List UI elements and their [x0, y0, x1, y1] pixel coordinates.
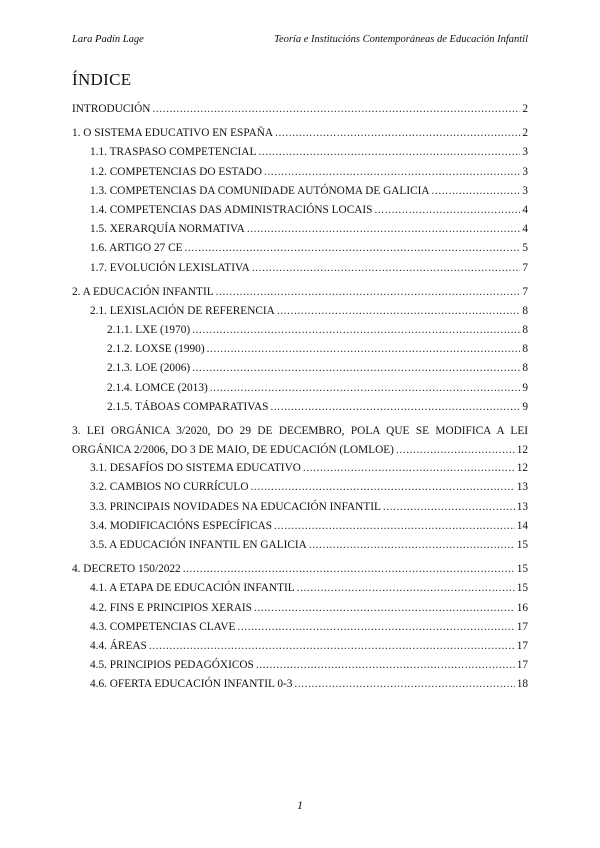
toc-entry-text: 2. A EDUCACIÓN INFANTIL — [72, 285, 214, 298]
toc-entry-text: 1.3. COMPETENCIAS DA COMUNIDADE AUTÓNOMA DE GALICIA — [90, 184, 430, 197]
toc-page-number: 12 — [516, 462, 528, 475]
toc-leader — [183, 560, 515, 579]
toc-entry-3[interactable] — [72, 422, 528, 459]
toc-entry-2-1[interactable] — [72, 302, 528, 321]
toc-page-number: 13 — [516, 481, 528, 494]
toc-leader — [264, 163, 520, 182]
toc-entry-1-5[interactable] — [72, 220, 528, 239]
toc-entry-text: 4. DECRETO 150/2022 — [72, 563, 181, 576]
toc-entry-text: 1. O SISTEMA EDUCATIVO EN ESPAÑA — [72, 127, 274, 140]
toc-entry-4-6[interactable] — [72, 675, 528, 694]
toc-page-number: 2 — [522, 127, 528, 140]
toc-entry-1-2[interactable] — [72, 163, 528, 182]
toc-leader — [252, 259, 521, 278]
toc-leader — [216, 283, 521, 302]
toc-page-number: 17 — [516, 659, 528, 672]
toc-page-number: 3 — [522, 146, 528, 159]
toc-leader — [309, 536, 515, 555]
toc-leader — [207, 340, 521, 359]
toc-entry-text: 4.2. FINS E PRINCIPIOS XERAIS — [90, 601, 252, 614]
toc-entry-text: 3.3. PRINCIPAIS NOVIDADES NA EDUCACIÓN INFANTIL — [90, 500, 381, 513]
toc-page-number: 12 — [516, 443, 528, 456]
toc-entry-1-6[interactable] — [72, 239, 528, 258]
toc-entry-4-3[interactable] — [72, 618, 528, 637]
toc-entry-2-1-5[interactable] — [72, 398, 528, 417]
toc-entry-2-1-2[interactable] — [72, 340, 528, 359]
toc-entry-4[interactable] — [72, 560, 528, 579]
toc-entry-text-line1: 3. LEI ORGÁNICA 3/2020, DO 29 DE DECEMBRO, POLA QUE SE MODIFICA A LEI — [72, 425, 528, 437]
toc-entry-text: 4.6. OFERTA EDUCACIÓN INFANTIL 0-3 — [90, 678, 293, 691]
toc-page-number: 17 — [516, 620, 528, 633]
toc-entry-4-1[interactable] — [72, 579, 528, 598]
toc-entry-3-1[interactable] — [72, 459, 528, 478]
toc-page-number: 7 — [522, 285, 528, 298]
page-number: 1 — [297, 798, 303, 812]
toc-page-number: 3 — [522, 184, 528, 197]
toc-entry-text: 1.5. XERARQUÍA NORMATIVA — [90, 223, 245, 236]
toc-page-number: 8 — [522, 343, 528, 356]
toc-entry-text: 4.1. A ETAPA DE EDUCACIÓN INFANTIL — [90, 582, 295, 595]
toc-entry-4-4[interactable] — [72, 637, 528, 656]
toc-leader — [192, 321, 520, 340]
toc-page-number: 2 — [522, 103, 528, 115]
toc-entry-1-7[interactable] — [72, 259, 528, 278]
toc-leader — [432, 182, 521, 201]
toc-leader — [185, 239, 521, 258]
toc-page-number: 3 — [522, 165, 528, 178]
toc-entry-text: 3.5. A EDUCACIÓN INFANTIL EN GALICIA — [90, 538, 307, 551]
toc-entry-3-5[interactable] — [72, 536, 528, 555]
toc-entry-2-1-3[interactable] — [72, 359, 528, 378]
toc-leader — [297, 579, 515, 598]
toc-entry-text: 2.1.5. TÁBOAS COMPARATIVAS — [107, 400, 269, 413]
toc-entry-2-1-4[interactable] — [72, 379, 528, 398]
toc-leader — [274, 517, 515, 536]
toc-entry-text: 2.1.1. LXE (1970) — [107, 324, 191, 337]
toc-entry-1-3[interactable] — [72, 182, 528, 201]
page-title: ÍNDICE — [72, 70, 132, 89]
toc-entry-4-5[interactable] — [72, 656, 528, 675]
page-header — [72, 34, 528, 50]
toc-page-number: 13 — [516, 500, 528, 513]
toc-leader — [256, 656, 515, 675]
toc-leader — [210, 379, 521, 398]
toc-page-number: 4 — [522, 223, 528, 236]
toc-entry-text: 1.7. EVOLUCIÓN LEXISLATIVA — [90, 261, 250, 274]
table-of-contents — [72, 100, 528, 694]
toc-entry-text: 3.4. MODIFICACIÓNS ESPECÍFICAS — [90, 519, 273, 532]
toc-leader — [277, 302, 521, 321]
toc-page-number: 15 — [516, 582, 528, 595]
toc-leader — [383, 498, 515, 517]
toc-page-number: 17 — [516, 639, 528, 652]
header-author: Lara Padín Lage — [72, 34, 144, 45]
toc-leader — [294, 675, 514, 694]
toc-entry-text: 2.1.3. LOE (2006) — [107, 362, 191, 375]
toc-leader — [152, 100, 520, 119]
toc-page-number: 8 — [522, 324, 528, 337]
toc-entry-text: INTRODUCIÓN — [72, 103, 151, 115]
toc-leader — [237, 618, 514, 637]
toc-entry-3-3[interactable] — [72, 498, 528, 517]
toc-entry-text: 2.1. LEXISLACIÓN DE REFERENCIA — [90, 304, 275, 317]
toc-entry-1[interactable] — [72, 124, 528, 143]
toc-entry-text: 4.4. ÁREAS — [90, 639, 147, 652]
toc-leader — [247, 220, 521, 239]
toc-leader — [275, 124, 520, 143]
toc-page-number: 8 — [522, 362, 528, 375]
toc-leader — [251, 478, 515, 497]
toc-page-number: 9 — [522, 400, 528, 413]
toc-leader — [149, 637, 515, 656]
toc-entry-text: 1.4. COMPETENCIAS DAS ADMINISTRACIÓNS LOCAIS — [90, 203, 373, 216]
toc-page-number: 8 — [522, 304, 528, 317]
toc-entry-1-4[interactable] — [72, 201, 528, 220]
toc-entry-3-4[interactable] — [72, 517, 528, 536]
toc-leader — [270, 398, 520, 417]
toc-page-number: 18 — [516, 678, 528, 691]
toc-entry-2-1-1[interactable] — [72, 321, 528, 340]
toc-entry-text: 2.1.2. LOXSE (1990) — [107, 343, 205, 356]
toc-leader — [303, 459, 515, 478]
toc-entry-text: 4.5. PRINCIPIOS PEDAGÓXICOS — [90, 659, 254, 672]
toc-leader — [192, 359, 520, 378]
toc-entry-text: 1.1. TRASPASO COMPETENCIAL — [90, 146, 257, 159]
toc-entry-text: 3.1. DESAFÍOS DO SISTEMA EDUCATIVO — [90, 462, 301, 475]
toc-leader — [374, 201, 520, 220]
toc-page-number: 15 — [516, 563, 528, 576]
toc-entry-2[interactable] — [72, 283, 528, 302]
toc-leader — [258, 143, 520, 162]
toc-entry-text: 1.2. COMPETENCIAS DO ESTADO — [90, 165, 263, 178]
toc-page-number: 9 — [522, 381, 528, 394]
toc-page-number: 16 — [516, 601, 528, 614]
toc-entry-4-2[interactable] — [72, 599, 528, 618]
toc-page-number: 15 — [516, 538, 528, 551]
toc-page-number: 7 — [522, 261, 528, 274]
toc-leader — [396, 441, 515, 460]
toc-entry-introducion[interactable] — [72, 100, 528, 119]
toc-entry-1-1[interactable] — [72, 143, 528, 162]
toc-leader — [254, 599, 515, 618]
toc-page-number: 5 — [522, 242, 528, 255]
toc-entry-text: 3.2. CAMBIOS NO CURRÍCULO — [90, 481, 249, 494]
toc-entry-text-line2: ORGÁNICA 2/2006, DO 3 DE MAIO, DE EDUCACIÓN (LOMLOE) — [72, 443, 394, 456]
toc-entry-text: 2.1.4. LOMCE (2013) — [107, 381, 208, 394]
toc-entry-text: 4.3. COMPETENCIAS CLAVE — [90, 620, 236, 633]
toc-entry-3-2[interactable] — [72, 478, 528, 497]
header-course: Teoría e Institucións Contemporáneas de Educación Infantil — [274, 34, 528, 45]
toc-page-number: 4 — [522, 203, 528, 216]
toc-page-number: 14 — [516, 519, 528, 532]
toc-entry-text: 1.6. ARTIGO 27 CE — [90, 242, 183, 255]
